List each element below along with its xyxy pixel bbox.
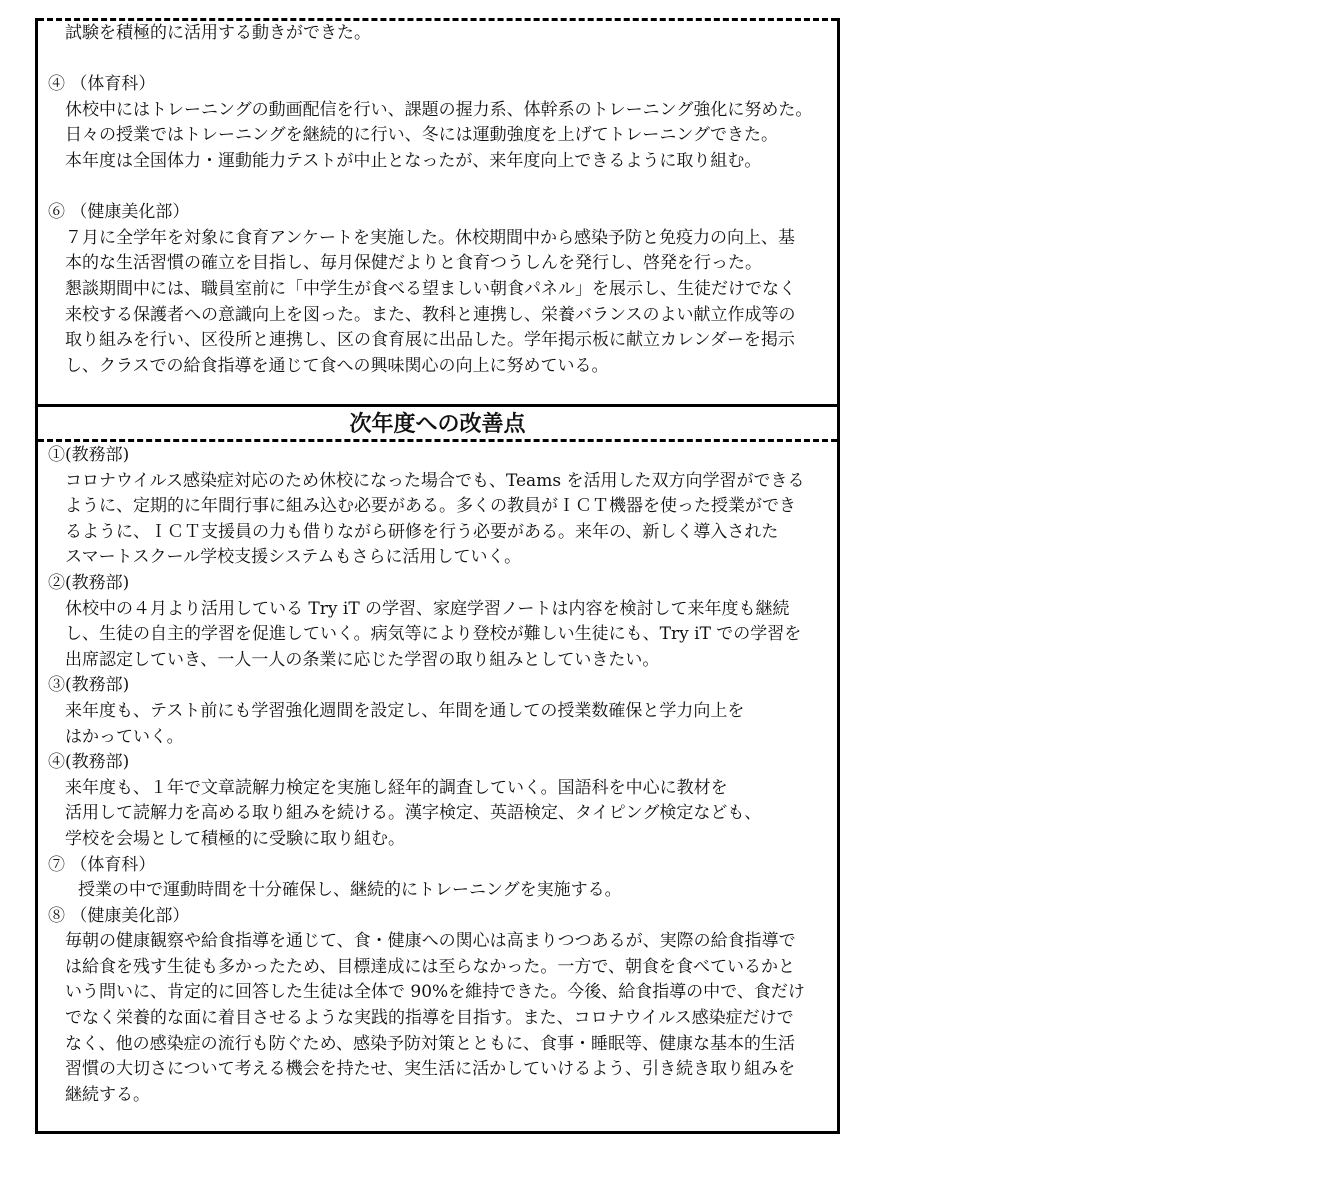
- item4-line: 本年度は全国体力・運動能力テストが中止となったが、来年度向上できるように取り組む。: [65, 150, 762, 171]
- item6-heading: ⑥ （健康美化部）: [48, 202, 190, 223]
- title-dashed-divider: [38, 439, 837, 442]
- improvement-item-line: 来年度も、１年で文章読解力検定を実施し経年的調査していく。国語科を中心に教材を: [65, 777, 728, 798]
- improvement-item-line: し、生徒の自主的学習を促進していく。病気等により登校が難しい生徒にも、Try iT での学習を: [65, 624, 802, 645]
- improvement-section: [48, 443, 831, 1108]
- improvement-item-line: いう問いに、肯定的に回答した生徒は全体で 90%を維持できた。今後、給食指導の中で、食だけ: [65, 982, 805, 1003]
- improvement-item-line: コロナウイルス感染症対応のため休校になった場合でも、Teams を活用した双方向学習ができる: [65, 470, 805, 491]
- improvement-item-heading: ②(教務部): [48, 572, 130, 593]
- improvement-item-line: 毎朝の健康観察や給食指導を通じて、食・健康への関心は高まりつつあるが、実際の給食指導で: [65, 931, 796, 952]
- item6-line: 本的な生活習慣の確立を目指し、毎月保健だよりと食育つうしんを発行し、啓発を行った。: [65, 253, 762, 274]
- achievements-section: [48, 21, 831, 379]
- report-frame: [35, 18, 840, 1134]
- improvement-item-heading: ⑦ （体育科）: [48, 854, 156, 875]
- improvement-item-line: るように、ＩＣＴ支援員の力も借りながら研修を行う必要がある。来年の、新しく導入された: [65, 521, 779, 542]
- spacer: [48, 47, 831, 73]
- improvement-item-heading: ③(教務部): [48, 675, 130, 696]
- item4-heading: ④ （体育科）: [48, 74, 156, 95]
- improvement-item-line: スマートスクール学校支援システムもさらに活用していく。: [65, 547, 522, 568]
- improvement-item-line: なく、他の感染症の流行も防ぐため、感染予防対策とともに、食事・睡眠等、健康な基本的生活: [65, 1033, 795, 1054]
- improvement-title: 次年度への改善点: [349, 411, 526, 437]
- improvement-item-line: は給食を残す生徒も多かったため、目標達成には至らなかった。一方で、朝食を食べているかと: [65, 956, 795, 977]
- improvement-item-line: でなく栄養的な面に着目させるような実践的指導を目指す。また、コロナウイルス感染症だけで: [65, 1008, 794, 1029]
- item6-line: 来校する保護者への意識向上を図った。また、教科と連携し、栄養バランスのよい献立作成等の: [65, 304, 796, 325]
- item4-line: 日々の授業ではトレーニングを継続的に行い、冬には運動強度を上げてトレーニングできた。: [65, 125, 778, 146]
- improvement-item-heading: ④(教務部): [48, 752, 130, 773]
- spacer: [48, 175, 831, 201]
- improvement-item-line: 学校を会場として積極的に受験に取り組む。: [65, 828, 405, 849]
- item6-line: 懇談期間中には、職員室前に「中学生が食べる望ましい朝食パネル」を展示し、生徒だけでなく: [65, 278, 796, 299]
- item6-line: し、クラスでの給食指導を通じて食への興味関心の向上に努めている。: [65, 355, 609, 376]
- improvement-item-line: 休校中の４月より活用している Try iT の学習、家庭学習ノートは内容を検討して来年度も継続: [65, 598, 790, 619]
- intro-line: 試験を積極的に活用する動きができた。: [65, 23, 371, 43]
- item6-line: 取り組みを行い、区役所と連携し、区の食育展に出品した。学年掲示板に献立カレンダーを掲示: [65, 330, 795, 351]
- improvement-item-line: ように、定期的に年間行事に組み込む必要がある。多くの教員がＩＣＴ機器を使った授業ができ: [65, 496, 796, 517]
- improvement-item-heading: ⑧ （健康美化部）: [48, 905, 190, 926]
- improvement-item-heading: ①(教務部): [48, 445, 130, 465]
- item4-line: 休校中にはトレーニングの動画配信を行い、課題の握力系、体幹系のトレーニング強化に努めた。: [65, 99, 813, 120]
- improvement-item-line: 継続する。: [65, 1084, 150, 1105]
- item6-line: ７月に全学年を対象に食育アンケートを実施した。休校期間中から感染予防と免疫力の向上、基: [65, 227, 795, 248]
- improvement-item-line: 習慣の大切さについて考える機会を持たせ、実生活に活かしていけるよう、引き続き取り組みを: [65, 1059, 796, 1080]
- improvement-item-line: 来年度も、テスト前にも学習強化週間を設定し、年間を通しての授業数確保と学力向上を: [65, 700, 745, 721]
- improvement-item-line: 活用して読解力を高める取り組みを続ける。漢字検定、英語検定、タイピング検定なども、: [65, 803, 762, 824]
- improvement-item-line: はかっていく。: [65, 726, 184, 747]
- improvement-item-line: 出席認定していき、一人一人の条業に応じた学習の取り組みとしていきたい。: [65, 649, 660, 670]
- improvement-item-line: 授業の中で運動時間を十分確保し、継続的にトレーニングを実施する。: [78, 880, 622, 901]
